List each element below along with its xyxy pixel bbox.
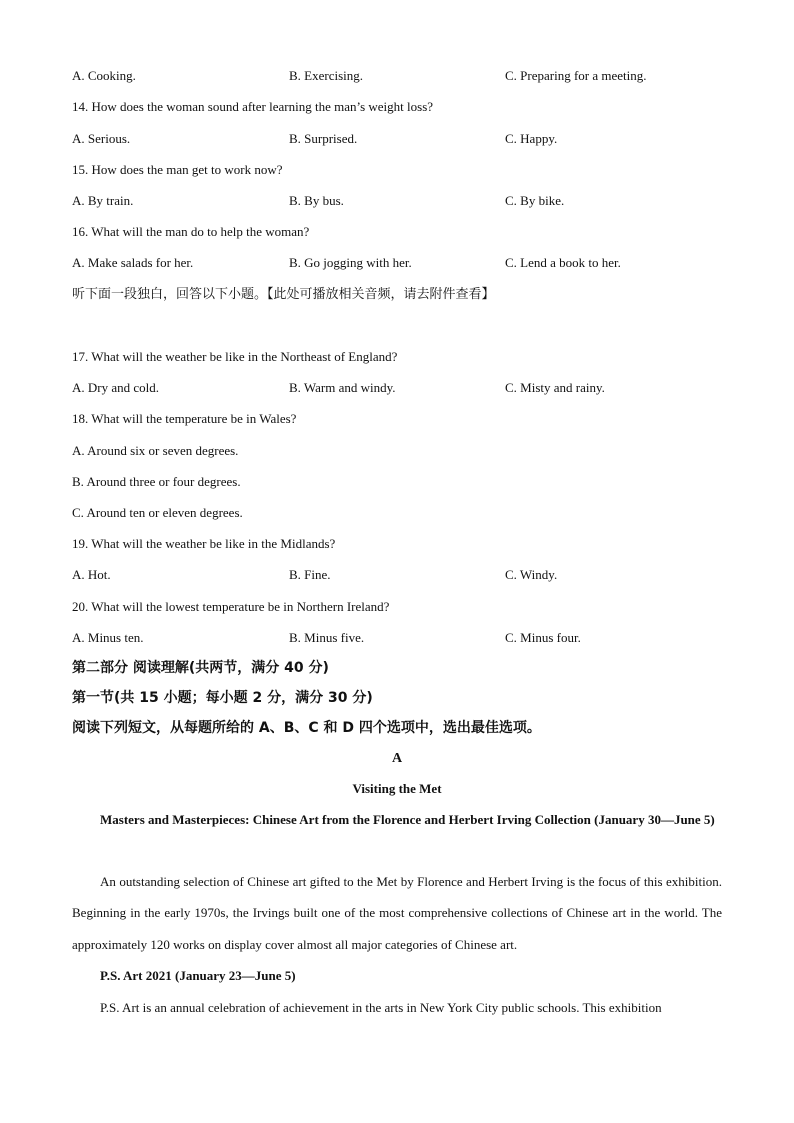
option-c: C. Lend a book to her. [505, 255, 621, 270]
option-b: B. Surprised. [289, 131, 358, 146]
option-b: B. Go jogging with her. [289, 255, 412, 270]
exhibit-two-heading: P.S. Art 2021 (January 23—June 5) [100, 968, 296, 983]
option-a: A. Around six or seven degrees. [72, 443, 239, 458]
option-c: C. Windy. [505, 567, 558, 582]
listening-instruction: 听下面一段独白，回答以下小题。【此处可播放相关音频，请去附件查看】 [72, 287, 495, 302]
question-14: 14. How does the woman sound after learning the man’s weight loss? [72, 99, 434, 114]
option-b: B. Minus five. [289, 630, 365, 645]
option-a: A. Serious. [72, 131, 131, 146]
option-a: A. Dry and cold. [72, 380, 160, 395]
option-a: A. By train. [72, 193, 134, 208]
option-b: B. Fine. [289, 567, 331, 582]
option-c: C. Minus four. [505, 630, 581, 645]
option-c: C. Preparing for a meeting. [505, 68, 647, 83]
section-one-title: 第一节(共 15 小题；每小题 2 分，满分 30 分) [72, 690, 373, 706]
question-16: 16. What will the man do to help the woman? [72, 224, 310, 239]
option-c: C. By bike. [505, 193, 565, 208]
option-c: C. Misty and rainy. [505, 380, 605, 395]
option-a: A. Hot. [72, 567, 111, 582]
option-b: B. By bus. [289, 193, 344, 208]
question-18: 18. What will the temperature be in Wales? [72, 411, 297, 426]
passage-title: Visiting the Met [352, 781, 442, 796]
option-b: B. Exercising. [289, 68, 364, 83]
option-b: B. Warm and windy. [289, 380, 396, 395]
option-a: A. Cooking. [72, 68, 136, 83]
exhibit-one-heading: Masters and Masterpieces: Chinese Art from the Florence and Herbert Irving Collection (January 30—June 5) [100, 812, 715, 827]
reading-instruction: 阅读下列短文，从每题所给的 A、B、C 和 D 四个选项中，选出最佳选项。 [72, 720, 541, 736]
question-19: 19. What will the weather be like in the Midlands? [72, 536, 336, 551]
option-c: C. Around ten or eleven degrees. [72, 505, 243, 520]
question-15: 15. How does the man get to work now? [72, 162, 283, 177]
option-b: B. Around three or four degrees. [72, 474, 241, 489]
question-20: 20. What will the lowest temperature be in Northern Ireland? [72, 599, 390, 614]
exhibit-two-body: P.S. Art is an annual celebration of achievement in the arts in New York City public schools. This exhibition [100, 1000, 662, 1015]
exhibit-one-body: An outstanding selection of Chinese art gifted to the Met by Florence and Herbert Irving is the focus of this exhibition. Beginning in the early 1970s, the Irvings built one of the most comprehensive collections of Chinese art in the world. The approximately 120 works on display cover almost all major categories of Chinese art. [72, 874, 722, 952]
passage-letter: A [391, 751, 403, 766]
question-17: 17. What will the weather be like in the Northeast of England? [72, 349, 398, 364]
option-a: A. Make salads for her. [72, 255, 194, 270]
option-a: A. Minus ten. [72, 630, 144, 645]
option-c: C. Happy. [505, 131, 558, 146]
part-two-title: 第二部分 阅读理解(共两节，满分 40 分) [72, 660, 329, 676]
